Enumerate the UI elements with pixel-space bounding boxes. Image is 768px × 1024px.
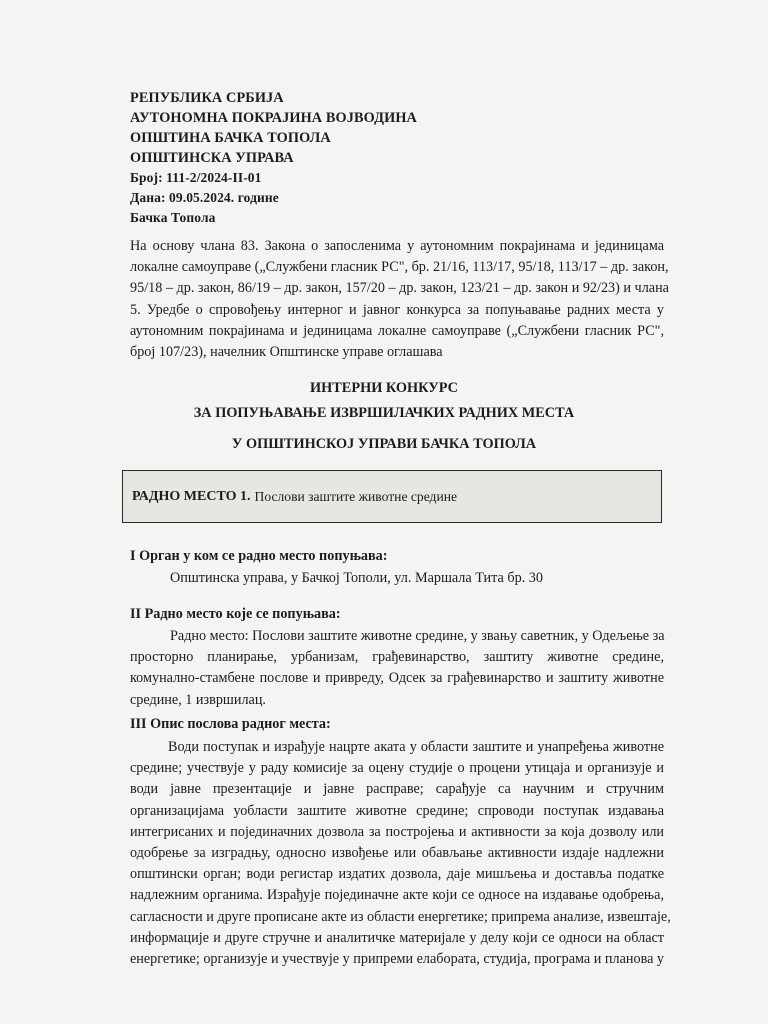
header-number: Број: 111-2/2024-II-01 xyxy=(130,170,262,185)
header-place: Бачка Топола xyxy=(130,210,216,225)
title-competition: ИНТЕРНИ КОНКУРС xyxy=(310,380,458,396)
header-province: АУТОНОМНА ПОКРАЈИНА ВОЈВОДИНА xyxy=(130,110,417,126)
header-republic: РЕПУБЛИКА СРБИЈА xyxy=(130,90,284,106)
intro-line: локалне самоуправе („Службени гласник РС", бр. 21/16, 113/17, 95/18, 113/17 – др. закон, xyxy=(130,259,669,276)
position-label: РАДНО МЕСТО 1. xyxy=(132,488,251,504)
section-3-paragraph xyxy=(130,737,671,970)
section-3-line: информације и друге стручне и аналитичке материјале у делу који се односи на област xyxy=(130,929,664,946)
section-3-heading: III Опис послова радног места: xyxy=(130,716,331,732)
intro-line: 5. Уредбе о спровођењу интерног и јавног конкурса за попуњавање радних места у xyxy=(130,301,664,318)
intro-line: аутономним покрајинама и јединицама локалне самоуправе („Службени гласник РС", xyxy=(130,322,664,339)
intro-line: На основу члана 83. Закона о запосленима у аутономним покрајинама и јединицама xyxy=(130,238,664,254)
document-header xyxy=(130,88,417,228)
section-2-line: средине, 1 извршилац. xyxy=(130,691,266,708)
position-box xyxy=(122,470,662,523)
header-municipality: ОПШТИНА БАЧКА ТОПОЛА xyxy=(130,130,331,146)
header-date: Дана: 09.05.2024. године xyxy=(130,190,279,205)
section-3-line: одобрење за изградњу, односно извођење или обављање активности издаје надлежни xyxy=(130,845,664,862)
header-administration: ОПШТИНСКА УПРАВА xyxy=(130,150,294,166)
section-3-line: интегрисаних и појединачних дозвола за постројења и активности за која дозволу или xyxy=(130,823,664,840)
section-2-line: комунално-стамбене послове и привреду, Одсек за грађевинарство и заштиту животне xyxy=(130,670,664,687)
section-2-line: просторно планирање, урбанизам, грађевинарство, заштиту животне средине, xyxy=(130,649,664,666)
intro-line: број 107/23), начелник Општинске управе оглашава xyxy=(130,344,443,361)
section-3-line: енергетике; организује и учествује у припреми елабората, студија, програма и планова у xyxy=(130,951,665,968)
section-3-line: надлежним органима. Израђује појединачне акте који се односе на издавање одобрења, xyxy=(130,887,664,904)
position-title: Послови заштите животне средине xyxy=(254,488,458,504)
section-2-paragraph xyxy=(130,626,664,711)
title-institution: У ОПШТИНСКОЈ УПРАВИ БАЧКА ТОПОЛА xyxy=(231,436,537,452)
section-1-heading: I Орган у ком се радно место попуњава: xyxy=(130,548,388,564)
title-purpose: ЗА ПОПУЊАВАЊЕ ИЗВРШИЛАЧКИХ РАДНИХ МЕСТА xyxy=(193,405,575,421)
section-3-line: води јавне презентације и јавне расправе; сарађује са научним и стручним xyxy=(130,781,664,798)
intro-line: 95/18 – др. закон, 86/19 – др. закон, 157/20 – др. закон, 123/21 – др. закон и 92/23) и члана xyxy=(130,280,669,297)
section-3-line: Води поступак и израђује нацрте аката у области заштите и унапређења животне xyxy=(168,739,664,755)
intro-paragraph xyxy=(130,236,669,363)
section-3-line: средине; учествује у раду комисије за оцену студије о процени утицаја и организује и xyxy=(130,760,664,777)
section-2-line: Радно место: Послови заштите животне средине, у звању саветник, у Одељење за xyxy=(170,628,665,644)
section-3-line: општински орган; води регистар издатих дозвола, даје мишљења и доставља податке xyxy=(130,866,664,883)
section-3-line: сагласности и друге прописане акте из области енергетике; припрема анализе, извештаје, xyxy=(130,908,671,925)
section-2-heading: II Радно место које се попуњава: xyxy=(130,606,341,622)
section-3-line: организацијама уобласти заштите животне средине; спроводи поступак издавања xyxy=(130,802,664,819)
section-1-text: Општинска управа, у Бачкој Тополи, ул. Маршала Тита бр. 30 xyxy=(170,570,543,586)
